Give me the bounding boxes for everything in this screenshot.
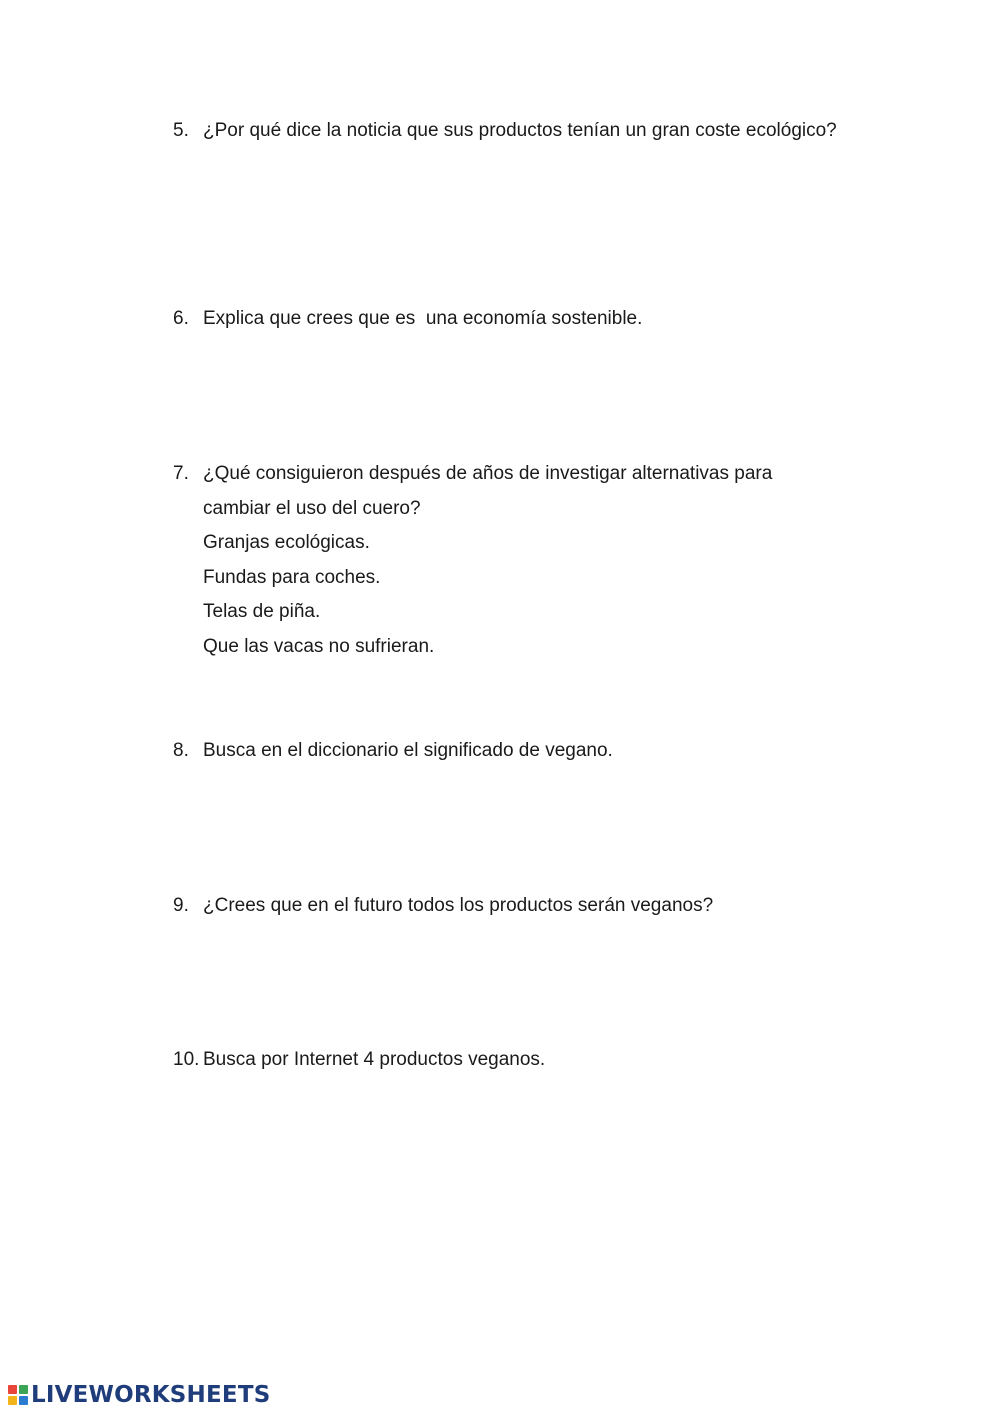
question-10: [173, 1043, 856, 1078]
question-number: 7.: [173, 463, 189, 484]
question-number: 6.: [173, 308, 189, 329]
question-9: [173, 889, 856, 924]
logo-blocks-icon: [8, 1385, 28, 1405]
question-text: ¿Qué consiguieron después de años de investigar alternativas para cambiar el uso del cuero?: [203, 463, 773, 519]
question-text: Busca por Internet 4 productos veganos.: [203, 1049, 546, 1070]
question-text: ¿Crees que en el futuro todos los productos serán veganos?: [203, 895, 714, 916]
question-number: 5.: [173, 120, 189, 141]
question-text: ¿Por qué dice la noticia que sus productos tenían un gran coste ecológico?: [203, 120, 837, 141]
question-5: [173, 114, 856, 149]
question-7: [173, 457, 856, 664]
liveworksheets-logo[interactable]: [8, 1381, 270, 1409]
answer-option[interactable]: Fundas para coches.: [203, 566, 381, 588]
question-text: Busca en el diccionario el significado de vegano.: [203, 740, 613, 761]
question-number: 10.: [173, 1049, 200, 1070]
answer-option[interactable]: Granjas ecológicas.: [203, 532, 370, 553]
question-number: 9.: [173, 895, 189, 916]
answer-option[interactable]: Que las vacas no sufrieran.: [203, 635, 435, 657]
question-8: [173, 734, 856, 769]
logo-text: LIVEWORKSHEETS: [31, 1382, 271, 1408]
question-number: 8.: [173, 740, 189, 761]
question-body: [203, 457, 856, 664]
answer-option[interactable]: Telas de piña.: [203, 601, 321, 622]
question-text: Explica que crees que es una economía sostenible.: [203, 308, 643, 329]
question-6: [173, 302, 856, 337]
